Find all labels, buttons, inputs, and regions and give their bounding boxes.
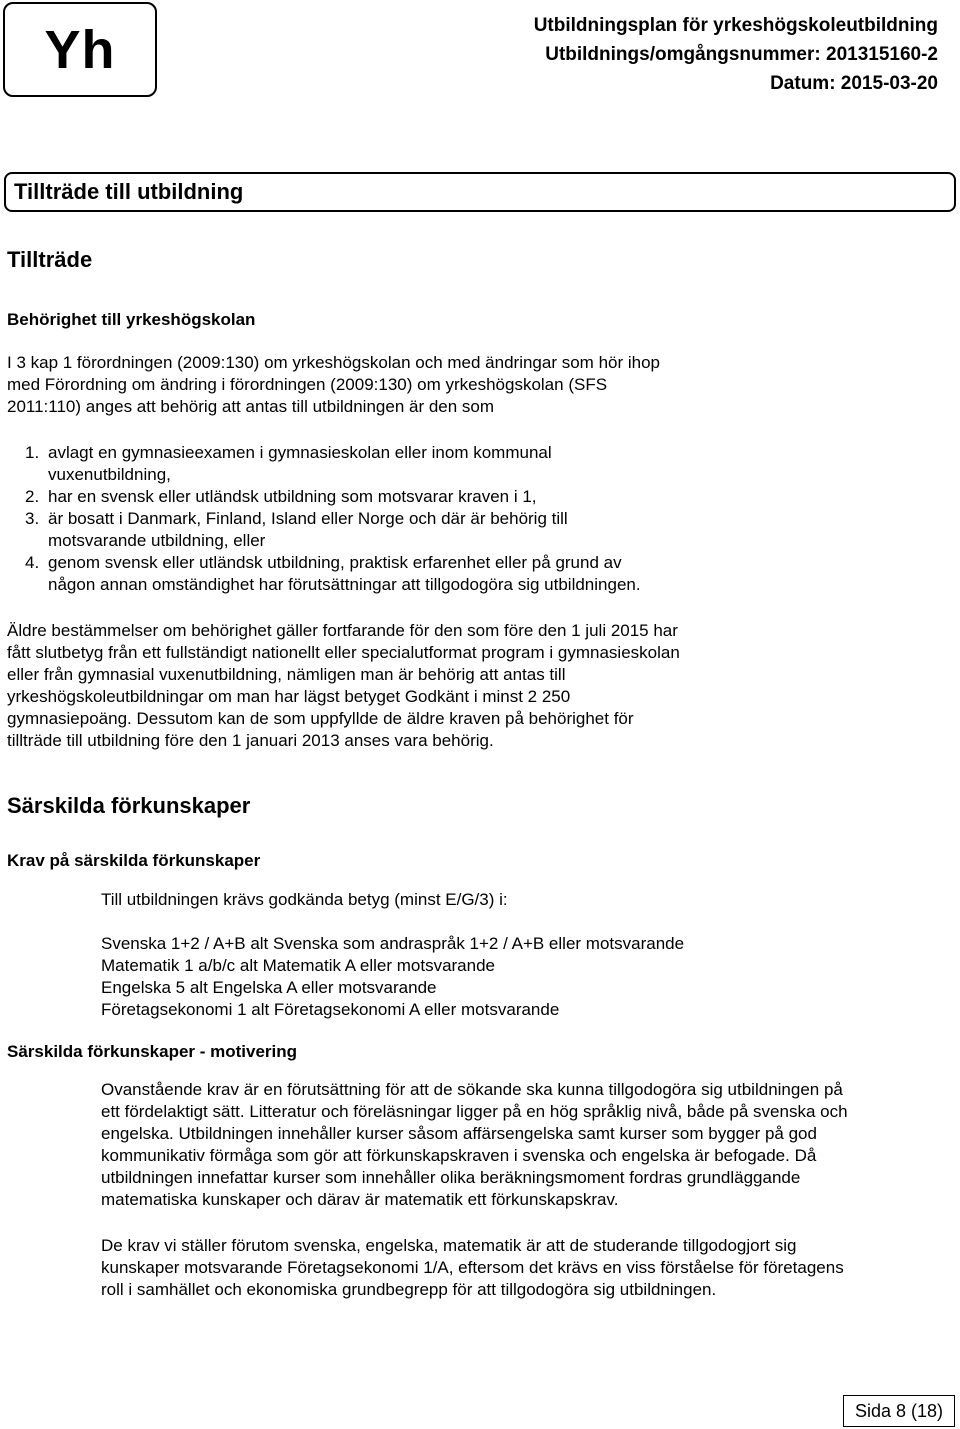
list-item: [25, 486, 641, 508]
document-date: Datum: 2015-03-20: [770, 73, 938, 94]
krav-heading: Krav på särskilda förkunskaper: [7, 851, 261, 870]
paragraph-line: tillträde till utbildning före den 1 januari 2013 anses vara behörig.: [7, 731, 494, 750]
list-item: [25, 442, 641, 486]
paragraph-line: Ovanstående krav är en förutsättning för att de sökande ska kunna tillgodogöra sig utbildningen på: [101, 1080, 843, 1099]
intro-line: I 3 kap 1 förordningen (2009:130) om yrkeshögskolan och med ändringar som hör ihop: [7, 353, 660, 372]
paragraph-line: gymnasiepoäng. Dessutom kan de som uppfyllde de äldre kraven på behörighet för: [7, 709, 634, 728]
sarskilda-heading: Särskilda förkunskaper: [7, 793, 251, 818]
list-item: [25, 552, 641, 596]
tilltrade-heading: Tillträde: [7, 247, 93, 272]
paragraph-line: kunskaper motsvarande Företagsekonomi 1/A, eftersom det krävs en viss förståelse för företagens: [101, 1258, 844, 1277]
krav-intro: Till utbildningen krävs godkända betyg (minst E/G/3) i:: [101, 890, 508, 909]
list-item-text: genom svensk eller utländsk utbildning, praktisk erfarenhet eller på grund av: [48, 553, 622, 572]
paragraph-line: Äldre bestämmelser om behörighet gäller fortfarande för den som före den 1 juli 2015 har: [7, 621, 678, 640]
intro-paragraph: [7, 352, 660, 418]
section-title-box: [4, 172, 956, 212]
list-item-text: någon annan omständighet har förutsättningar att tillgodogöra sig utbildningen.: [48, 575, 641, 594]
paragraph-line: fått slutbetyg från ett fullständigt nationellt eller specialutformat program i gymnasieskolan: [7, 643, 680, 662]
krav-item: Engelska 5 alt Engelska A eller motsvarande: [101, 978, 437, 997]
intro-line: 2011:110) anges att behörig att antas till utbildningen är den som: [7, 397, 495, 416]
page-number: Sida 8 (18): [854, 1400, 944, 1421]
paragraph-line: eller från gymnasial vuxenutbildning, nämligen man är behörig att antas till: [7, 665, 566, 684]
intro-line: med Förordning om ändring i förordningen (2009:130) om yrkeshögskolan (SFS: [7, 375, 608, 394]
list-item-text: avlagt en gymnasieexamen i gymnasieskolan eller inom kommunal: [48, 443, 552, 462]
paragraph-line: ett fördelaktigt sätt. Litteratur och föreläsningar ligger på en hög språklig nivå, både på svenska och: [101, 1102, 848, 1121]
krav-item: Företagsekonomi 1 alt Företagsekonomi A eller motsvarande: [101, 1000, 560, 1019]
krav-item: Svenska 1+2 / A+B alt Svenska som andraspråk 1+2 / A+B eller motsvarande: [101, 934, 685, 953]
motivering-paragraph-1: [101, 1079, 848, 1211]
motivering-heading: Särskilda förkunskaper - motivering: [7, 1042, 298, 1061]
older-rules-paragraph: [7, 620, 680, 752]
krav-list: [101, 933, 684, 1021]
logo-text: Yh: [44, 19, 116, 80]
section-title: Tillträde till utbildning: [14, 179, 244, 204]
behorighet-heading: Behörighet till yrkeshögskolan: [7, 310, 256, 329]
plan-title: Utbildningsplan för yrkeshögskoleutbildning: [533, 15, 938, 36]
paragraph-line: kommunikativ förmåga som gör att förkunskapskraven i svenska och engelska är befogade. Då: [101, 1146, 817, 1165]
eligibility-list: [25, 442, 641, 596]
list-number: 4.: [25, 553, 40, 572]
program-number: Utbildnings/omgångsnummer: 201315160-2: [545, 44, 938, 65]
krav-item: Matematik 1 a/b/c alt Matematik A eller motsvarande: [101, 956, 496, 975]
list-item-text: vuxenutbildning,: [48, 465, 171, 484]
yh-logo: [3, 2, 157, 97]
list-item-text: motsvarande utbildning, eller: [48, 531, 266, 550]
list-item-text: har en svensk eller utländsk utbildning som motsvarar kraven i 1,: [48, 487, 537, 506]
paragraph-line: De krav vi ställer förutom svenska, engelska, matematik är att de studerande tillgodogjort sig: [101, 1236, 797, 1255]
list-number: 1.: [25, 443, 40, 462]
list-number: 3.: [25, 509, 40, 528]
page-number-box: [843, 1395, 955, 1427]
paragraph-line: utbildningen innefattar kurser som innehåller olika beräkningsmoment fordras grundläggande: [101, 1168, 801, 1187]
paragraph-line: matematiska kunskaper och därav är matematik ett förkunskapskrav.: [101, 1190, 619, 1209]
paragraph-line: yrkeshögskoleutbildningar om man har lägst betyget Godkänt i minst 2 250: [7, 687, 571, 706]
paragraph-line: roll i samhället och ekonomiska grundbegrepp för att tillgodogöra sig utbildningen.: [101, 1280, 717, 1299]
document-header: [534, 11, 938, 98]
list-item-text: är bosatt i Danmark, Finland, Island eller Norge och där är behörig till: [48, 509, 568, 528]
motivering-paragraph-2: [101, 1235, 844, 1301]
list-number: 2.: [25, 487, 40, 506]
list-item: [25, 508, 641, 552]
paragraph-line: engelska. Utbildningen innehåller kurser såsom affärsengelska samt kurser som bygger på god: [101, 1124, 817, 1143]
